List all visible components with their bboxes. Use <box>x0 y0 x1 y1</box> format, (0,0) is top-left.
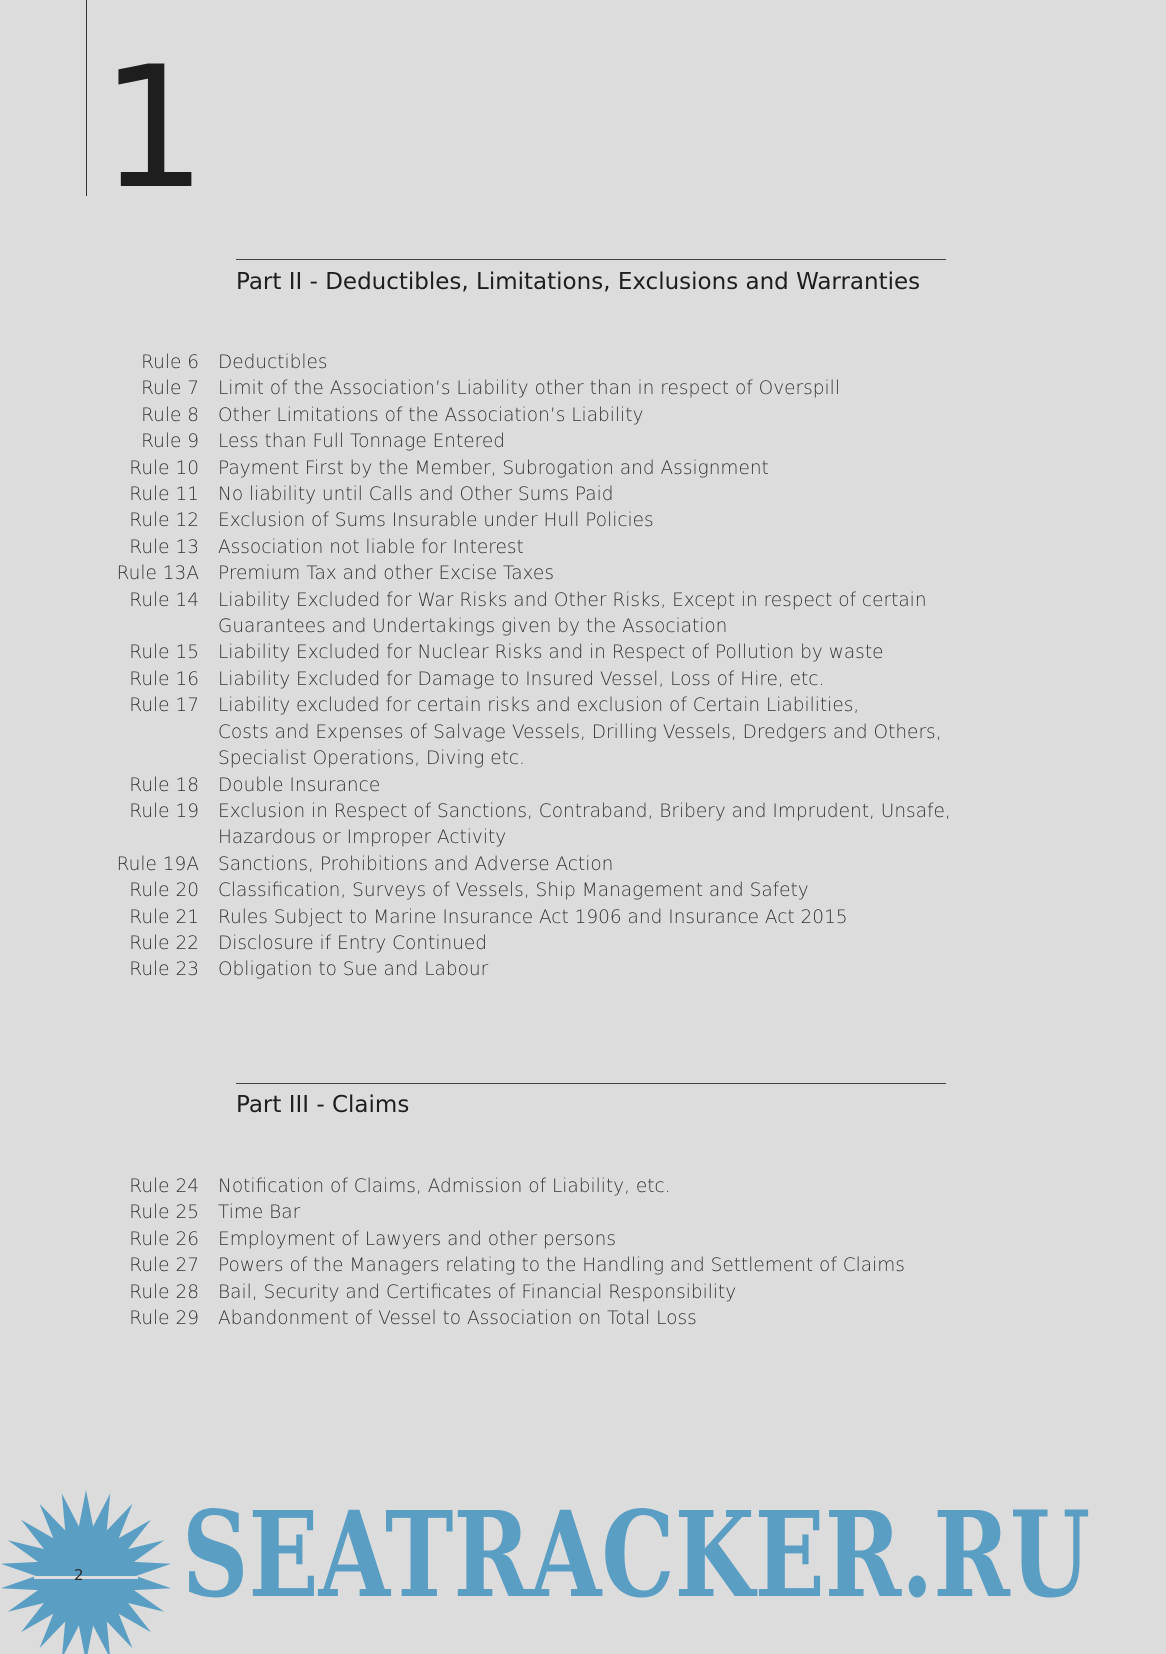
rule-number: Rule 28 <box>129 1281 199 1303</box>
rule-title <box>218 693 942 772</box>
rule-title-line: Rules Subject to Marine Insurance Act 1906 and Insurance Act 2015 <box>218 906 848 928</box>
rule-entry <box>0 350 1166 376</box>
rule-number: Rule 14 <box>129 589 199 611</box>
rule-entry <box>0 376 1166 402</box>
rule-title-line: Specialist Operations, Diving etc. <box>218 748 525 770</box>
rule-title <box>218 931 938 957</box>
rule-title-line: Bail, Security and Certificates of Financial Responsibility <box>218 1281 737 1303</box>
rule-entry <box>0 878 1166 904</box>
rule-title-line: Classification, Surveys of Vessels, Ship Management and Safety <box>218 880 809 902</box>
rule-number: Rule 24 <box>129 1176 199 1197</box>
rule-entry <box>0 403 1166 429</box>
rule-entry <box>0 667 1166 693</box>
rule-title-line: Payment First by the Member, Subrogation and Assignment <box>218 457 769 479</box>
rule-entry <box>0 1280 1166 1306</box>
rule-title-line: Notification of Claims, Admission of Liability, etc. <box>218 1176 671 1197</box>
rule-number: Rule 22 <box>129 932 199 954</box>
rule-number: Rule 27 <box>129 1255 199 1277</box>
rule-title <box>218 350 938 376</box>
rule-title-line: Costs and Expenses of Salvage Vessels, Drilling Vessels, Dredgers and Others, <box>218 721 942 743</box>
rule-number: Rule 19A <box>116 853 199 875</box>
rule-entry <box>0 640 1166 666</box>
rule-title <box>218 667 938 693</box>
rule-title-line: Deductibles <box>218 352 328 373</box>
rule-title-line: Guarantees and Undertakings given by the Association <box>218 616 728 638</box>
rule-number: Rule 29 <box>129 1308 199 1330</box>
rule-title-line: Exclusion in Respect of Sanctions, Contraband, Bribery and Imprudent, Unsafe, <box>218 800 951 822</box>
rule-number: Rule 9 <box>141 431 199 453</box>
rule-number: Rule 16 <box>129 668 199 690</box>
rule-number: Rule 26 <box>129 1228 199 1250</box>
rule-entry <box>0 1174 1166 1200</box>
rule-title-line: Other Limitations of the Association’s Liability <box>218 404 644 426</box>
chapter-divider-line <box>86 0 87 196</box>
rule-title <box>218 878 938 904</box>
rule-title-line: Liability Excluded for Nuclear Risks and in Respect of Pollution by waste <box>218 642 884 664</box>
page-number: 2 <box>74 1566 84 1584</box>
rule-entry <box>0 693 1166 772</box>
rule-number: Rule 19 <box>129 800 199 822</box>
rule-number: Rule 8 <box>141 404 199 426</box>
rule-entry <box>0 931 1166 957</box>
rule-title-line: Hazardous or Improper Activity <box>218 827 507 849</box>
rule-entry <box>0 852 1166 878</box>
rule-title <box>218 508 938 534</box>
rule-title-line: Premium Tax and other Excise Taxes <box>218 563 554 585</box>
rule-entry <box>0 1227 1166 1253</box>
rule-number: Rule 25 <box>129 1202 199 1224</box>
rule-entry <box>0 799 1166 852</box>
rule-title <box>218 403 938 429</box>
rule-title <box>218 1253 938 1279</box>
rule-entry <box>0 535 1166 561</box>
rule-number: Rule 20 <box>129 880 199 902</box>
part3-heading: Part III - Claims <box>236 1092 410 1118</box>
rule-title-line: Liability Excluded for War Risks and Other Risks, Except in respect of certain <box>218 589 927 611</box>
rule-number: Rule 23 <box>129 959 199 981</box>
rule-title <box>218 905 938 931</box>
rule-title <box>218 429 938 455</box>
rule-entry <box>0 588 1166 641</box>
part3-rule-list <box>0 1174 1166 1332</box>
rule-title-line: Abandonment of Vessel to Association on Total Loss <box>218 1308 697 1330</box>
rule-entry <box>0 905 1166 931</box>
rule-entry <box>0 508 1166 534</box>
rule-title <box>218 957 938 983</box>
rule-title-line: Exclusion of Sums Insurable under Hull Policies <box>218 510 654 532</box>
rule-number: Rule 11 <box>129 484 199 506</box>
rule-entry <box>0 482 1166 508</box>
rule-title <box>218 1280 938 1306</box>
rule-title <box>218 1306 938 1332</box>
part2-rule-list <box>0 350 1166 984</box>
rule-title-line: Powers of the Managers relating to the Handling and Settlement of Claims <box>218 1255 905 1277</box>
rule-title-line: Double Insurance <box>218 774 381 796</box>
rule-title <box>218 1227 938 1253</box>
part2-heading: Part II - Deductibles, Limitations, Exclusions and Warranties <box>236 269 921 295</box>
rule-number: Rule 13A <box>116 563 199 585</box>
rule-title-line: No liability until Calls and Other Sums Paid <box>218 484 614 506</box>
part3-divider <box>236 1083 946 1084</box>
rule-number: Rule 10 <box>129 457 199 479</box>
rule-title-line: Disclosure if Entry Continued <box>218 932 488 954</box>
rule-entry <box>0 456 1166 482</box>
rule-title <box>218 640 938 666</box>
rule-title <box>218 1174 938 1200</box>
rule-number: Rule 15 <box>129 642 199 664</box>
rule-title <box>218 376 938 402</box>
rule-title-line: Obligation to Sue and Labour <box>218 959 489 981</box>
rule-title-line: Employment of Lawyers and other persons <box>218 1228 616 1250</box>
rule-title <box>218 799 951 852</box>
rule-title-line: Liability excluded for certain risks and exclusion of Certain Liabilities, <box>218 695 860 717</box>
rule-entry <box>0 957 1166 983</box>
chapter-number: 1 <box>100 30 203 226</box>
rule-title <box>218 588 938 641</box>
rule-number: Rule 21 <box>129 906 199 928</box>
part2-divider <box>236 259 946 260</box>
rule-title-line: Limit of the Association’s Liability other than in respect of Overspill <box>218 378 840 400</box>
rule-entry <box>0 1200 1166 1226</box>
rule-number: Rule 17 <box>129 695 199 717</box>
rule-number: Rule 13 <box>129 536 199 558</box>
rule-title-line: Sanctions, Prohibitions and Adverse Action <box>218 853 614 875</box>
rule-entry <box>0 1253 1166 1279</box>
rule-number: Rule 12 <box>129 510 199 532</box>
rule-title-line: Time Bar <box>218 1202 301 1224</box>
rule-title <box>218 773 938 799</box>
rule-entry <box>0 429 1166 455</box>
watermark-text: SEATRACKER.RU <box>182 1485 1091 1624</box>
rule-title-line: Association not liable for Interest <box>218 536 524 558</box>
rule-title-line: Less than Full Tonnage Entered <box>218 431 505 453</box>
rule-entry <box>0 773 1166 799</box>
rule-title <box>218 482 938 508</box>
rule-title <box>218 852 938 878</box>
rule-title <box>218 1200 938 1226</box>
rule-number: Rule 6 <box>141 352 199 373</box>
rule-title <box>218 535 938 561</box>
rule-title <box>218 561 938 587</box>
rule-number: Rule 7 <box>141 378 199 400</box>
rule-entry <box>0 1306 1166 1332</box>
rule-number: Rule 18 <box>129 774 199 796</box>
rule-title-line: Liability Excluded for Damage to Insured Vessel, Loss of Hire, etc. <box>218 668 825 690</box>
rule-title <box>218 456 938 482</box>
rule-entry <box>0 561 1166 587</box>
